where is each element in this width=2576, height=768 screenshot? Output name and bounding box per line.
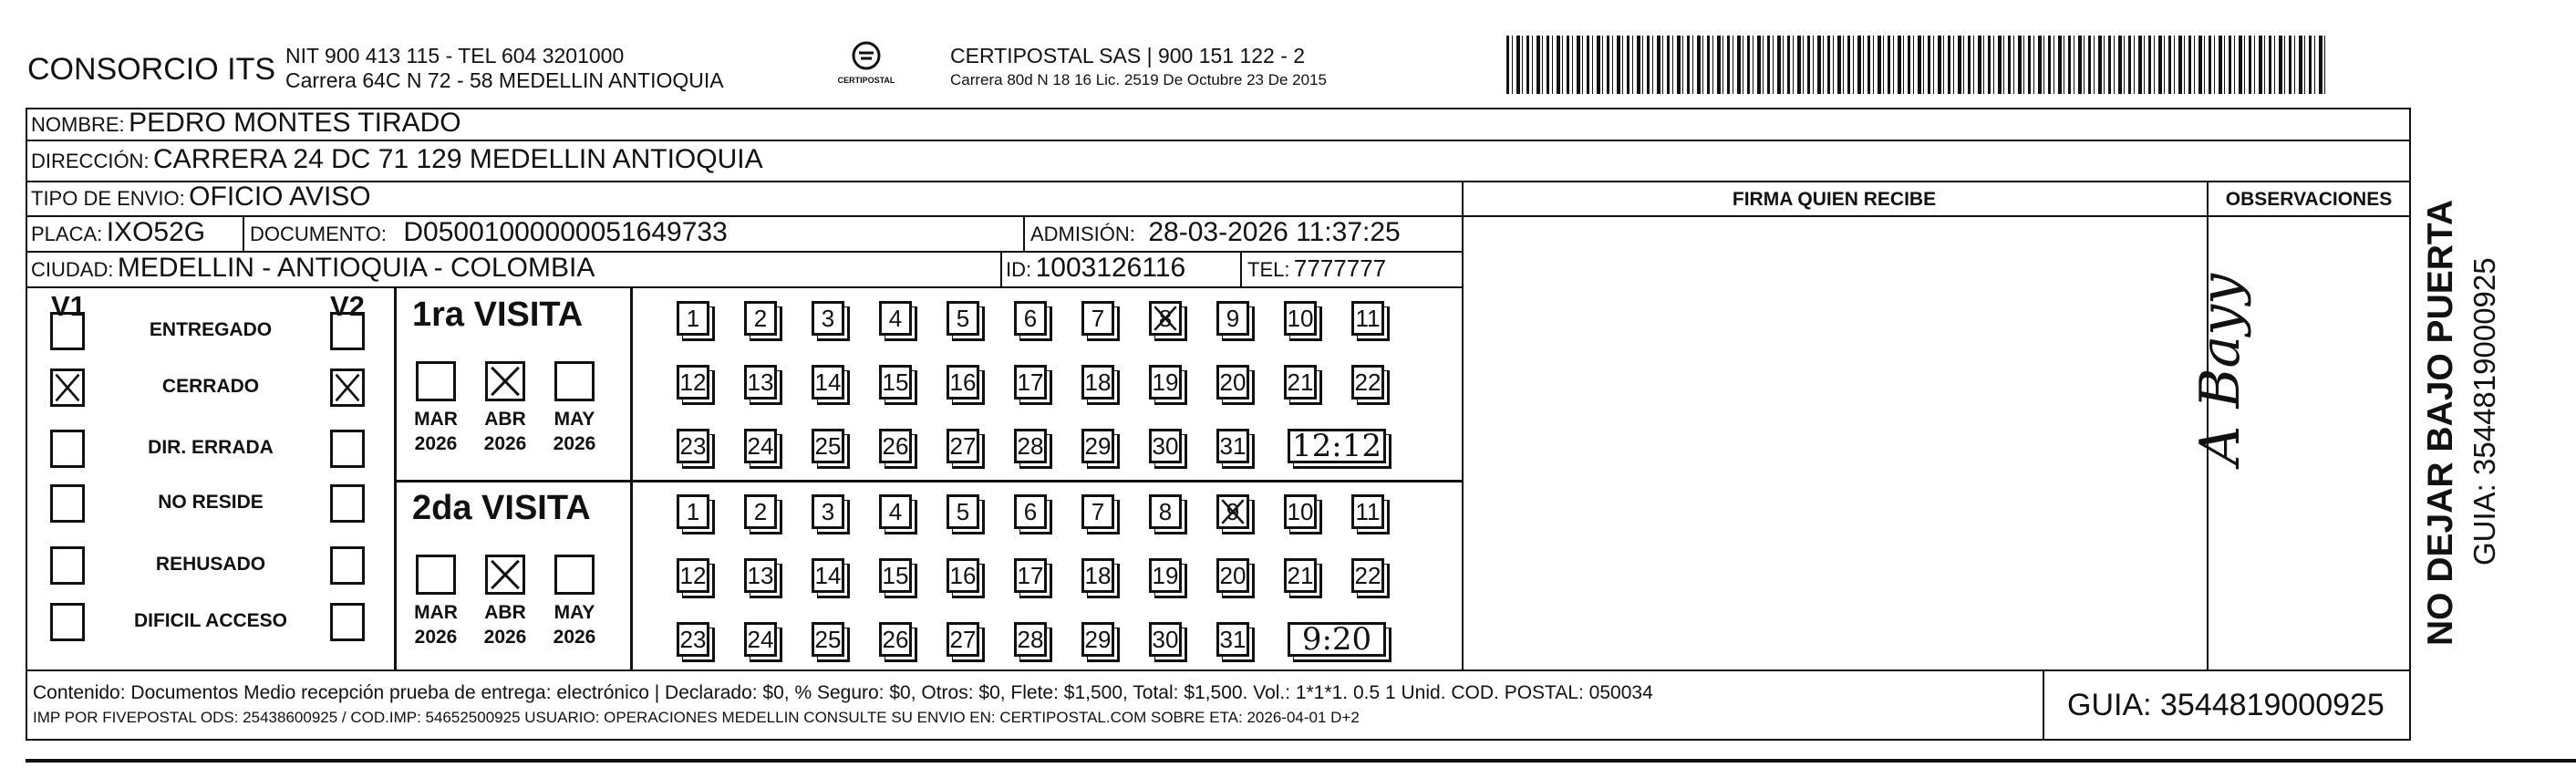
day-box[interactable]	[677, 622, 709, 657]
day-box[interactable]	[1216, 301, 1249, 336]
day-box[interactable]	[1149, 622, 1182, 657]
day-number: 5	[956, 304, 970, 332]
courier-line: CERTIPOSTAL SAS | 900 151 122 - 2	[950, 44, 1306, 67]
company-name: CONSORCIO ITS	[27, 52, 276, 87]
day-number: 14	[814, 561, 842, 589]
status-label: REHUSADO	[155, 554, 266, 575]
day-box[interactable]	[1149, 494, 1182, 529]
day-number: 8	[1158, 497, 1173, 525]
day-number: 25	[814, 625, 842, 653]
day-box[interactable]	[677, 429, 709, 463]
day-box[interactable]	[1081, 301, 1114, 336]
day-box[interactable]	[677, 301, 709, 336]
v1-checkbox[interactable]	[50, 430, 85, 468]
day-number: 4	[888, 304, 903, 332]
day-box[interactable]	[744, 622, 777, 657]
day-box[interactable]	[879, 494, 912, 529]
day-box[interactable]	[1014, 622, 1047, 657]
documento-value: D05001000000051649733	[403, 217, 728, 247]
placa-cell	[31, 217, 205, 248]
day-box[interactable]	[1081, 365, 1114, 400]
month-year: 2026	[483, 627, 527, 648]
day-box[interactable]	[1284, 365, 1317, 400]
day-number: 31	[1219, 431, 1247, 460]
day-number: 11	[1355, 497, 1381, 525]
firma-header: FIRMA QUIEN RECIBE	[1732, 189, 1937, 210]
ciudad-value: MEDELLIN - ANTIOQUIA - COLOMBIA	[117, 253, 595, 283]
tel-label: TEL:	[1247, 258, 1290, 281]
day-box[interactable]	[812, 365, 844, 400]
month-label: MAY 2026	[547, 407, 602, 456]
documento-cell	[250, 217, 728, 248]
day-number: 28	[1017, 625, 1044, 653]
day-box[interactable]	[879, 365, 912, 400]
day-box[interactable]	[1216, 429, 1249, 463]
day-number: 22	[1354, 561, 1381, 589]
day-box[interactable]	[879, 429, 912, 463]
day-number: 9	[1226, 497, 1240, 525]
x-mark-icon	[1152, 304, 1179, 333]
v1-header: V1	[51, 290, 86, 322]
month-checkbox[interactable]	[485, 361, 525, 401]
day-number: 12	[679, 561, 707, 589]
day-box[interactable]	[947, 622, 979, 657]
direccion-label: DIRECCIÓN:	[31, 150, 150, 172]
day-number: 20	[1219, 368, 1247, 396]
day-number: 29	[1084, 431, 1112, 460]
day-box[interactable]	[744, 429, 777, 463]
day-box[interactable]	[677, 494, 709, 529]
day-number: 21	[1287, 368, 1314, 396]
signature: A Bayy	[2188, 273, 2252, 465]
id-value: 1003126116	[1035, 253, 1186, 283]
company-nit: NIT 900 413 115 - TEL 604 3201000	[285, 44, 625, 67]
day-box[interactable]	[1081, 494, 1114, 529]
day-number: 23	[679, 625, 707, 653]
v2-checkbox[interactable]	[330, 368, 365, 407]
footer-guia: GUIA: 3544819000925	[2067, 688, 2385, 722]
day-number: 31	[1219, 625, 1247, 653]
month-checkbox[interactable]	[554, 555, 595, 595]
day-number: 9	[1226, 304, 1240, 332]
time-box[interactable]: 12:12	[1288, 429, 1386, 463]
day-number: 4	[888, 497, 903, 525]
day-box[interactable]	[947, 301, 979, 336]
v1-checkbox[interactable]	[50, 484, 85, 523]
day-number: 11	[1355, 304, 1381, 332]
day-box[interactable]	[947, 429, 979, 463]
v1-checkbox[interactable]	[50, 546, 85, 585]
month-year: 2026	[553, 627, 596, 648]
tel-value: 7777777	[1293, 254, 1387, 282]
day-number: 15	[882, 561, 909, 589]
day-number: 1	[686, 304, 700, 332]
day-number: 20	[1219, 561, 1247, 589]
day-number: 27	[949, 431, 977, 460]
visit-title: 2da VISITA	[412, 489, 591, 527]
day-box[interactable]	[812, 622, 844, 657]
certipostal-logo	[834, 40, 898, 95]
status-label: NO RESIDE	[158, 492, 264, 513]
day-number: 12	[679, 368, 707, 396]
day-number: 16	[949, 561, 977, 589]
status-label: DIFICIL ACCESO	[133, 610, 287, 631]
tel-cell	[1247, 254, 1386, 283]
month-year: 2026	[414, 627, 458, 648]
day-box[interactable]	[1351, 365, 1384, 400]
nombre-value: PEDRO MONTES TIRADO	[129, 108, 461, 138]
status-label: DIR. ERRADA	[148, 437, 274, 458]
x-mark-icon	[488, 364, 522, 399]
admision-cell	[1030, 217, 1401, 248]
day-box[interactable]	[744, 365, 777, 400]
day-box[interactable]	[1014, 494, 1047, 529]
day-number: 21	[1287, 561, 1314, 589]
day-number: 7	[1091, 497, 1105, 525]
month-year: 2026	[483, 433, 527, 454]
month-label: ABR 2026	[478, 600, 533, 649]
day-box[interactable]	[947, 365, 979, 400]
day-box[interactable]	[1351, 494, 1384, 529]
day-number: 10	[1287, 497, 1314, 525]
day-number: 30	[1152, 625, 1179, 653]
id-label: ID:	[1006, 258, 1032, 281]
v2-checkbox[interactable]	[330, 603, 365, 641]
day-box[interactable]	[1081, 558, 1114, 593]
x-mark-icon	[1219, 497, 1247, 526]
nombre-row	[31, 108, 461, 139]
direccion-row	[31, 144, 763, 175]
admision-value: 28-03-2026 11:37:25	[1148, 217, 1401, 247]
day-number: 2	[753, 304, 768, 332]
month-checkbox[interactable]	[416, 361, 456, 401]
day-box[interactable]	[1014, 365, 1047, 400]
day-number: 18	[1084, 368, 1112, 396]
day-box[interactable]	[812, 558, 844, 593]
day-number: 17	[1017, 368, 1044, 396]
day-number: 26	[882, 625, 909, 653]
day-number: 8	[1158, 304, 1173, 332]
side-warning: NO DEJAR BAJO PUERTA	[2421, 199, 2460, 646]
tipo-value: OFICIO AVISO	[189, 182, 371, 212]
day-number: 15	[882, 368, 909, 396]
month-checkbox[interactable]	[554, 361, 595, 401]
day-box[interactable]	[1149, 365, 1182, 400]
day-box[interactable]	[1014, 429, 1047, 463]
footer-line1: Contenido: Documentos Medio recepción prueba de entrega: electrónico | Declarado: $0, % Seguro: $0, Otros: $0, Flete: $1,500, Total: $1,500. Vol.: 1*1*1. 0.5 1 Unid. COD. POSTAL: 050034	[33, 682, 1653, 703]
month-label: MAR 2026	[409, 407, 463, 456]
day-number: 2	[753, 497, 768, 525]
day-box[interactable]	[744, 301, 777, 336]
day-box[interactable]	[1149, 429, 1182, 463]
day-box[interactable]	[744, 494, 777, 529]
footer-line2: IMP POR FIVEPOSTAL ODS: 25438600925 / COD.IMP: 54652500925 USUARIO: OPERACIONES MEDELLIN CONSULTE SU ENVIO EN: CERTIPOSTAL.COM SOBRE ETA: 2026-04-01 D+2	[33, 709, 1360, 726]
day-number: 29	[1084, 625, 1112, 653]
day-number: 24	[747, 625, 774, 653]
direccion-value: CARRERA 24 DC 71 129 MEDELLIN ANTIOQUIA	[153, 144, 763, 174]
admision-label: ADMISIÓN:	[1030, 223, 1135, 245]
logo-icon	[848, 40, 885, 71]
day-box[interactable]	[1216, 558, 1249, 593]
day-box[interactable]	[1284, 494, 1317, 529]
shadow-bottom	[26, 759, 2576, 763]
documento-label: DOCUMENTO:	[250, 223, 387, 245]
day-box[interactable]	[879, 301, 912, 336]
day-box[interactable]	[812, 494, 844, 529]
status-label: ENTREGADO	[149, 319, 273, 340]
day-box[interactable]	[744, 558, 777, 593]
day-box[interactable]	[1284, 301, 1317, 336]
side-guia: GUIA: 3544819000925	[2467, 257, 2501, 566]
day-number: 14	[814, 368, 842, 396]
day-number: 22	[1354, 368, 1381, 396]
barcode	[1506, 36, 2327, 94]
day-number: 17	[1017, 561, 1044, 589]
month-year: 2026	[553, 433, 596, 454]
ciudad-label: CIUDAD:	[31, 258, 114, 281]
day-box[interactable]	[947, 494, 979, 529]
day-number: 18	[1084, 561, 1112, 589]
ciudad-cell	[31, 253, 595, 284]
month-year: 2026	[414, 433, 458, 454]
v1-checkbox[interactable]	[50, 603, 85, 641]
day-box[interactable]	[1284, 558, 1317, 593]
nombre-label: NOMBRE:	[31, 113, 125, 136]
tipo-row	[31, 182, 371, 213]
day-number: 24	[747, 431, 774, 460]
day-number: 3	[821, 304, 835, 332]
day-box[interactable]	[1149, 301, 1182, 336]
day-box[interactable]	[1216, 365, 1249, 400]
day-number: 27	[949, 625, 977, 653]
x-mark-icon	[488, 557, 522, 592]
placa-label: PLACA:	[31, 223, 103, 245]
month-checkbox[interactable]	[485, 555, 525, 595]
day-box[interactable]	[879, 558, 912, 593]
day-number: 23	[679, 431, 707, 460]
day-number: 19	[1152, 561, 1179, 589]
courier-sub: Carrera 80d N 18 16 Lic. 2519 De Octubre 23 De 2015	[950, 71, 1327, 88]
day-box[interactable]	[1081, 429, 1114, 463]
day-box[interactable]	[1081, 622, 1114, 657]
month-label: MAR 2026	[409, 600, 463, 649]
v2-checkbox[interactable]	[330, 430, 365, 468]
day-box[interactable]	[1216, 494, 1249, 529]
v2-checkbox[interactable]	[330, 484, 365, 523]
day-number: 10	[1287, 304, 1314, 332]
day-number: 30	[1152, 431, 1179, 460]
day-box[interactable]	[1014, 301, 1047, 336]
day-number: 25	[814, 431, 842, 460]
day-number: 26	[882, 431, 909, 460]
logo-text: CERTIPOSTAL	[837, 76, 895, 85]
day-box[interactable]	[677, 365, 709, 400]
status-label: CERRADO	[161, 376, 260, 397]
day-box[interactable]	[812, 429, 844, 463]
day-box[interactable]	[1014, 558, 1047, 593]
v2-header: V2	[330, 290, 365, 322]
day-number: 1	[686, 497, 700, 525]
v1-checkbox[interactable]	[50, 312, 85, 350]
day-box[interactable]	[879, 622, 912, 657]
day-box[interactable]	[677, 558, 709, 593]
day-number: 16	[949, 368, 977, 396]
day-number: 7	[1091, 304, 1105, 332]
day-box[interactable]	[812, 301, 844, 336]
day-box[interactable]	[1351, 301, 1384, 336]
x-mark-icon	[333, 371, 362, 404]
day-number: 19	[1152, 368, 1179, 396]
day-box[interactable]	[1351, 558, 1384, 593]
day-number: 3	[821, 497, 835, 525]
day-number: 13	[747, 561, 774, 589]
month-label: MAY 2026	[547, 600, 602, 649]
id-cell	[1006, 253, 1185, 284]
day-number: 28	[1017, 431, 1044, 460]
day-number: 5	[956, 497, 970, 525]
day-number: 13	[747, 368, 774, 396]
visit-title: 1ra VISITA	[412, 296, 584, 334]
x-mark-icon	[53, 371, 82, 404]
day-number: 6	[1023, 304, 1038, 332]
observaciones-header: OBSERVACIONES	[2225, 189, 2393, 210]
day-box[interactable]	[947, 558, 979, 593]
time-box[interactable]: 9:20	[1288, 622, 1386, 657]
day-box[interactable]	[1149, 558, 1182, 593]
company-address: Carrera 64C N 72 - 58 MEDELLIN ANTIOQUIA	[285, 68, 724, 92]
month-label: ABR 2026	[478, 407, 533, 456]
v2-checkbox[interactable]	[330, 312, 365, 350]
tipo-label: TIPO DE ENVIO:	[31, 187, 185, 210]
month-checkbox[interactable]	[416, 555, 456, 595]
day-number: 6	[1023, 497, 1038, 525]
v1-checkbox[interactable]	[50, 368, 85, 407]
day-box[interactable]	[1216, 622, 1249, 657]
placa-value: IXO52G	[106, 217, 206, 247]
v2-checkbox[interactable]	[330, 546, 365, 585]
